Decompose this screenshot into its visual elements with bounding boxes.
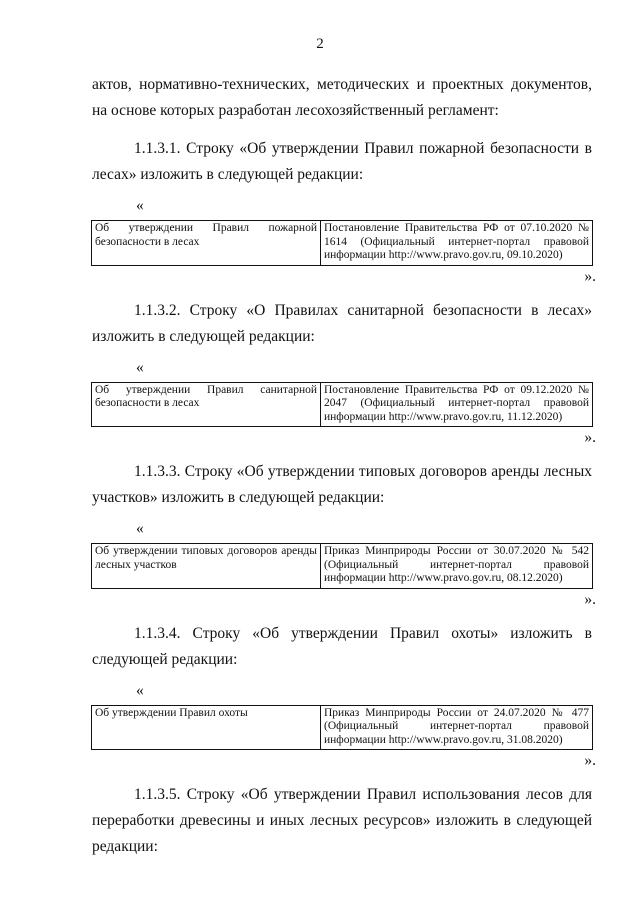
page-number: 2 — [316, 36, 324, 52]
document-title-cell: Об утверждении типовых договоров аренды лесных участков — [92, 544, 321, 589]
section-5 — [92, 782, 592, 860]
amendment-table — [91, 382, 593, 428]
closing-quote: ». — [584, 267, 596, 285]
section-3 — [92, 459, 596, 609]
section-paragraph: 1.1.3.5. Строку «Об утверждении Правил использования лесов для переработки древесины и иных лесных ресурсов» изложить в следующей редакции: — [92, 786, 592, 855]
closing-quote: ». — [584, 752, 596, 769]
opening-quote: « — [136, 681, 144, 699]
document-title-cell: Об утверждении Правил охоты — [92, 705, 321, 750]
document-source-cell: Постановление Правительства РФ от 09.12.2020 № 2047 (Официальный интернет-портал правовой информации http://www.pravo.gov.ru, 11.12.2020) — [321, 382, 593, 427]
document-source-cell: Постановление Правительства РФ от 07.10.2020 № 1614 (Официальный интернет-портал правовой информации http://www.pravo.gov.ru, 09.10.2020) — [321, 221, 593, 266]
opening-quote: « — [136, 197, 144, 214]
section-2 — [92, 298, 596, 448]
document-body — [92, 72, 596, 860]
section-paragraph: 1.1.3.4. Строку «Об утверждении Правил охоты» изложить в следующей редакции: — [92, 624, 592, 668]
table-row — [92, 221, 593, 266]
intro-paragraph: актов, нормативно-технических, методических и проектных документов, на основе которых разработан лесохозяйственный регламент: — [92, 76, 592, 119]
section-1 — [92, 136, 596, 286]
document-title-cell: Об утверждении Правил санитарной безопасности в лесах — [92, 382, 321, 427]
document-title-cell: Об утверждении Правил пожарной безопасности в лесах — [92, 221, 321, 266]
amendment-table — [91, 543, 593, 589]
section-paragraph: 1.1.3.1. Строку «Об утверждении Правил пожарной безопасности в лесах» изложить в следующей редакции: — [92, 140, 592, 183]
section-paragraph: 1.1.3.3. Строку «Об утверждении типовых договоров аренды лесных участков» изложить в следующей редакции: — [92, 463, 592, 506]
table-row — [92, 382, 593, 427]
opening-quote: « — [136, 520, 144, 537]
closing-quote: ». — [584, 429, 596, 446]
opening-quote: « — [136, 358, 144, 376]
section-4 — [92, 621, 596, 771]
table-row — [92, 705, 593, 750]
table-row — [92, 544, 593, 589]
closing-quote: ». — [584, 590, 596, 608]
document-source-cell: Приказ Минприроды России от 24.07.2020 № 477 (Официальный интернет-портал правовой информации http://www.pravo.gov.ru, 31.08.2020) — [321, 705, 593, 750]
section-paragraph: 1.1.3.2. Строку «О Правилах санитарной безопасности в лесах» изложить в следующей редакции: — [92, 301, 592, 345]
amendment-table — [91, 705, 593, 751]
amendment-table — [91, 220, 593, 266]
document-source-cell: Приказ Минприроды России от 30.07.2020 № 542 (Официальный интернет-портал правовой информации http://www.pravo.gov.ru, 08.12.2020) — [321, 544, 593, 589]
